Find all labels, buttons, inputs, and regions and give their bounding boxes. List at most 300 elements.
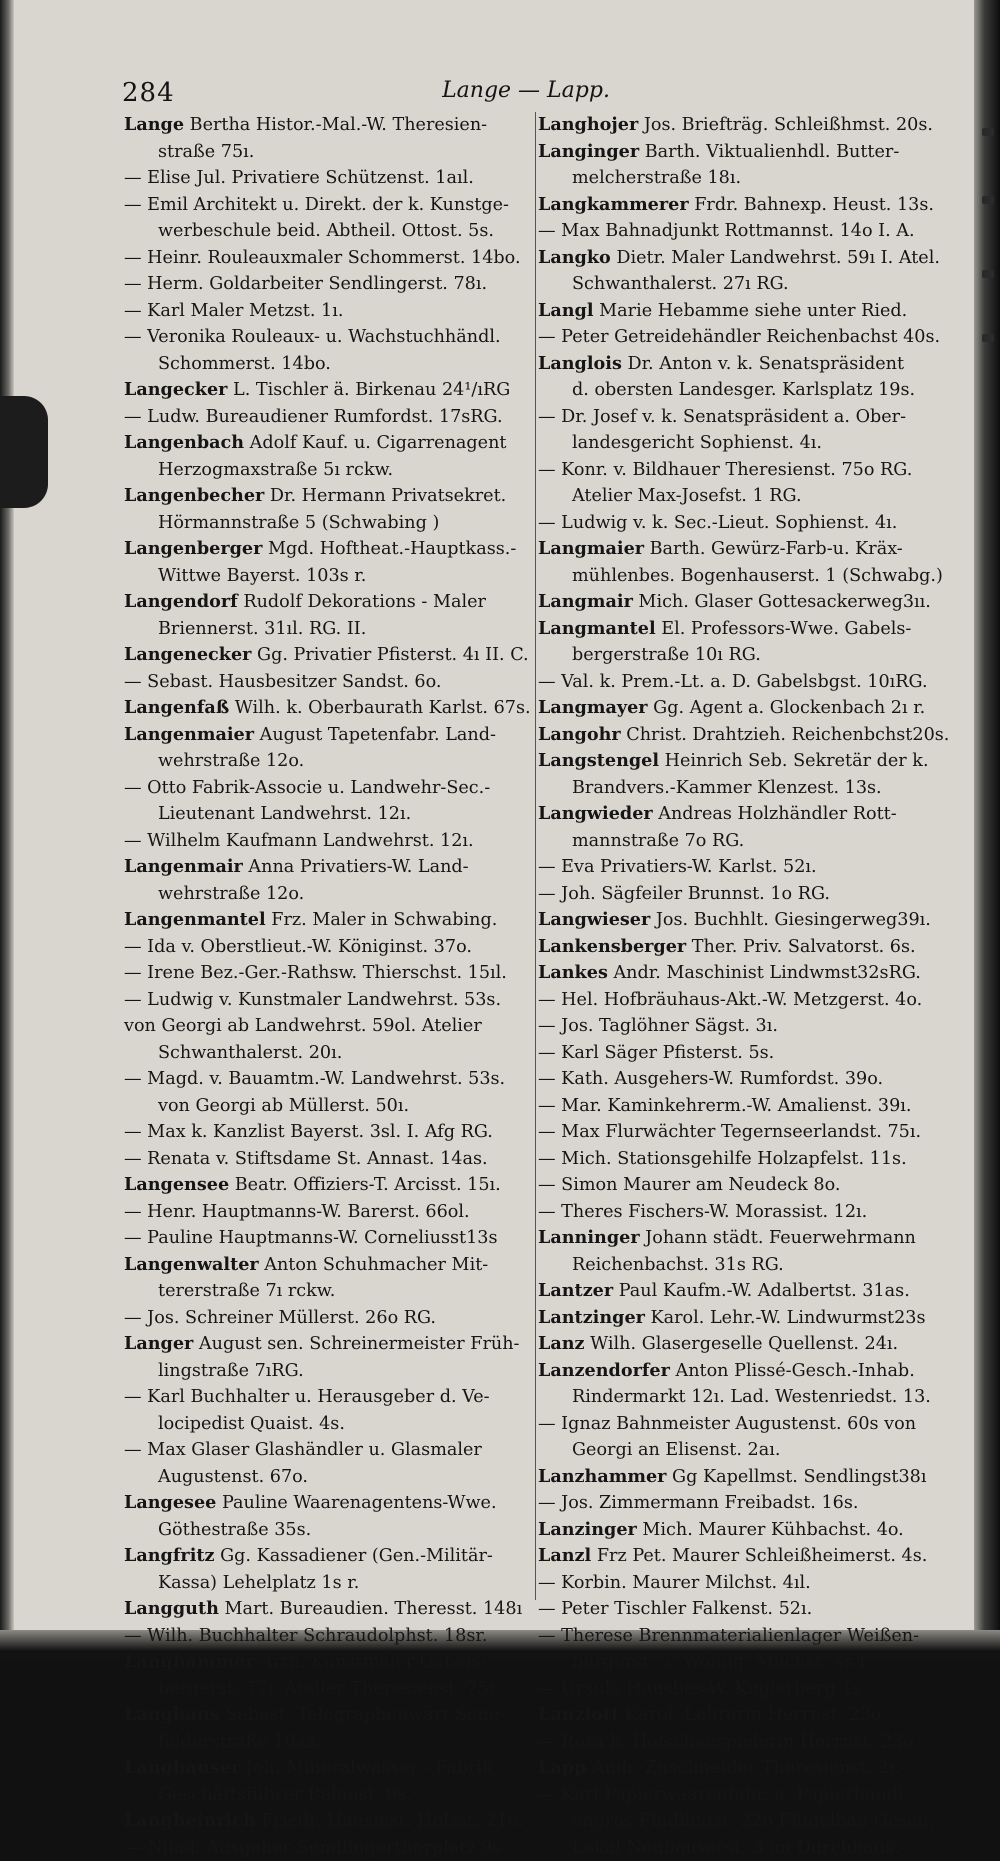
entry-text: Mich. Glaser Gottesackerweg3ıı.: [633, 592, 931, 612]
entry-surname: Langinger: [538, 141, 639, 162]
directory-entry-line: [124, 1835, 534, 1861]
entry-text: — Emil Architekt u. Direkt. der k. Kunstge-: [124, 195, 509, 215]
entry-text: von Georgi ab Müllerst. 50ı.: [158, 1096, 409, 1116]
entry-text: landesgericht Sophienst. 4ı.: [572, 433, 822, 453]
directory-entry-line: [124, 324, 534, 351]
directory-entry-line: [538, 1172, 930, 1199]
directory-entry-line: [124, 907, 534, 934]
entry-text: Mgd. Hoftheat.-Hauptkass.-: [262, 539, 516, 559]
directory-entry-line: [538, 324, 930, 351]
entry-text: — Peter Tischler Falkenst. 52ı.: [538, 1599, 812, 1619]
entry-text: — Irene Bez.-Ger.-Rathsw. Thierschst. 15ıl.: [124, 963, 507, 983]
entry-surname: Lapp: [538, 1757, 586, 1778]
entry-surname: Langohr: [538, 724, 621, 745]
directory-entry-line: [124, 748, 534, 775]
entry-text: Wittwe Bayerst. 103s r.: [158, 566, 366, 586]
directory-entry-line: [124, 881, 534, 908]
directory-entry-line: [538, 165, 930, 192]
entry-surname: Langguth: [124, 1598, 219, 1619]
entry-surname: Lanzhammer: [538, 1466, 666, 1487]
directory-entry-line: [538, 1331, 930, 1358]
directory-entry-line: [538, 1358, 930, 1385]
bleed-mark: [982, 128, 994, 136]
entry-text: Andr. Maschinist Lindwmst32sRG.: [608, 963, 921, 983]
entry-text: Frdr. Bahnexp. Heust. 13s.: [689, 195, 934, 215]
entry-text: Gg. Kassadiener (Gen.-Militär-: [215, 1546, 493, 1566]
entry-surname: Langmaier: [538, 538, 644, 559]
directory-entry-line: [124, 828, 534, 855]
page-edge-right: [974, 0, 1000, 1660]
entry-text: Göthestraße 35s.: [158, 1520, 311, 1540]
entry-text: Gg. Privatier Pfisterst. 4ı II. C.: [251, 645, 528, 665]
bleed-mark: [982, 334, 994, 342]
entry-text: Schwanthalerst. 27ı RG.: [572, 274, 789, 294]
entry-text: Gg. Agent a. Glockenbach 2ı r.: [648, 698, 926, 718]
entry-text: — Theres Fischers-W. Morassist. 12ı.: [538, 1202, 867, 1222]
entry-text: Dr. Anton v. k. Senatspräsident: [622, 354, 904, 374]
entry-text: — Henr. Hauptmanns-W. Barerst. 66ol.: [124, 1202, 470, 1222]
entry-text: locipedist Quaist. 4s.: [158, 1414, 345, 1434]
directory-entry-line: [124, 1093, 534, 1120]
entry-text: — Ida v. Oberstlieut.-W. Königinst. 37o.: [124, 937, 472, 957]
directory-entry-line: [124, 112, 534, 139]
entry-surname: Lanz: [538, 1333, 585, 1354]
directory-entry-line: [538, 881, 930, 908]
entry-surname: Lanzl: [538, 1545, 591, 1566]
entry-text: — Therese Brennmaterialienlager Weißen-: [538, 1626, 919, 1646]
entry-text: von Georgi ab Landwehrst. 59ol. Atelier: [124, 1016, 482, 1036]
entry-surname: Lange: [124, 114, 184, 135]
directory-entry-line: [538, 192, 930, 219]
directory-entry-line: [538, 483, 930, 510]
directory-entry-line: [124, 589, 534, 616]
entry-surname: Langstengel: [538, 750, 659, 771]
entry-text: August sen. Schreinermeister Früh-: [193, 1334, 519, 1354]
entry-text: felderstraße 10as.: [158, 1732, 321, 1752]
directory-entry-line: [538, 801, 930, 828]
directory-entry-line: [538, 1411, 930, 1438]
entry-surname: Lanzlott: [538, 1704, 619, 1725]
directory-entry-line: [538, 536, 930, 563]
directory-entry-line: [538, 351, 930, 378]
entry-text: — Joh. Sägfeiler Brunnst. 1o RG.: [538, 884, 830, 904]
entry-text: Ther. Priv. Salvatorst. 6s.: [686, 937, 915, 957]
directory-entry-line: [124, 1172, 534, 1199]
entry-surname: Lanzendorfer: [538, 1360, 670, 1381]
entry-text: Andreas Holzhändler Rott-: [653, 804, 897, 824]
directory-entry-line: [124, 1013, 534, 1040]
directory-entry-line: [124, 1384, 534, 1411]
entry-text: — Jos. Taglöhner Sägst. 3ı.: [538, 1016, 778, 1036]
directory-entry-line: [124, 457, 534, 484]
directory-entry-line: [538, 457, 930, 484]
entry-surname: Langendorf: [124, 591, 238, 612]
entry-surname: Langenmantel: [124, 909, 266, 930]
directory-entry-line: [538, 695, 930, 722]
directory-entry-line: [124, 430, 534, 457]
directory-entry-line: [538, 907, 930, 934]
entry-text: wehrstraße 12o.: [158, 884, 304, 904]
entry-text: — Magd. v. Bauamtm.-W. Landwehrst. 53s.: [124, 1069, 505, 1089]
directory-entry-line: [124, 563, 534, 590]
entry-surname: Langenbach: [124, 432, 244, 453]
entry-text: Geschäftsführer Balanst. 9s.: [158, 1785, 412, 1805]
directory-entry-line: [538, 271, 930, 298]
directory-entry-line: [124, 245, 534, 272]
directory-entry-line: [538, 1146, 930, 1173]
directory-entry-line: [124, 1066, 534, 1093]
entry-text: — Ludw. Bureaudiener Rumfordst. 17sRG.: [124, 407, 503, 427]
directory-entry-line: [124, 854, 534, 881]
entry-surname: Langenbecher: [124, 485, 264, 506]
directory-entry-line: [538, 987, 930, 1014]
entry-text: — Ludwig v. Kunstmaler Landwehrst. 53s.: [124, 990, 501, 1010]
entry-text: — Karl Papierwaarenfabr. u. Papierhandl.: [538, 1785, 909, 1805]
directory-entry-line: [538, 1782, 930, 1809]
directory-entry-line: [124, 1437, 534, 1464]
directory-entry-line: [124, 1676, 534, 1703]
directory-entry-line: [124, 616, 534, 643]
entry-text: Schommerst. 14bo.: [158, 354, 331, 374]
entry-text: Jos. Buchhlt. Giesingerweg39ı.: [650, 910, 931, 930]
entry-text: Frz Pet. Maurer Schleißheimerst. 4s.: [591, 1546, 927, 1566]
entry-text: Augustenst. 67o.: [158, 1467, 308, 1487]
entry-surname: Lantzer: [538, 1280, 613, 1301]
entry-text: — Simon Maurer am Neudeck 8o.: [538, 1175, 840, 1195]
directory-entry-line: [538, 563, 930, 590]
directory-entry-line: [124, 351, 534, 378]
entry-text: werbeschule beid. Abtheil. Ottost. 5s.: [158, 221, 494, 241]
entry-text: — Mich. Stationsgehilfe Holzapfelst. 11s.: [538, 1149, 907, 1169]
directory-entry-line: [124, 722, 534, 749]
directory-entry-line: [124, 1278, 534, 1305]
entry-text: — Veronika Rouleaux- u. Wachstuchhändl.: [124, 327, 501, 347]
entry-text: Mart. Bureaudien. Theresst. 148ı: [219, 1599, 522, 1619]
directory-entry-line: [124, 165, 534, 192]
directory-entry-line: [538, 1199, 930, 1226]
entry-surname: Lankes: [538, 962, 608, 983]
entry-text: Jos. Briefträg. Schleißhmst. 20s.: [638, 115, 933, 135]
entry-text: Arth. Kunstmaler Gabels-: [255, 1652, 487, 1672]
entry-text: — Nikol. Ausgeher Sendlingerthorplatz 9s.: [124, 1838, 507, 1858]
entry-text: — Dr. Josef v. k. Senatspräsident a. Ober-: [538, 407, 906, 427]
entry-text: Andr. Zuschneider Theresienst. 2ı.: [586, 1758, 900, 1778]
directory-entry-line: [124, 1252, 534, 1279]
page-number: 284: [122, 78, 175, 108]
directory-entry-line: [538, 112, 930, 139]
entry-surname: Langenberger: [124, 538, 262, 559]
bleed-mark: [982, 270, 994, 278]
entry-surname: Langmayer: [538, 697, 648, 718]
entry-text: Mich. Maurer Kühbachst. 4o.: [637, 1520, 904, 1540]
entry-text: — Sebast. Hausbesitzer Sandst. 6o.: [124, 672, 441, 692]
entry-surname: Langmantel: [538, 618, 656, 639]
entry-surname: Langhojer: [538, 114, 638, 135]
directory-entry-line: [124, 192, 534, 219]
entry-surname: Lankensberger: [538, 936, 686, 957]
entry-surname: Langhauser: [124, 1757, 240, 1778]
directory-entry-line: [124, 1225, 534, 1252]
directory-entry-line: [124, 1146, 534, 1173]
entry-text: L. Tischler ä. Birkenau 24¹/ıRG: [227, 380, 510, 400]
directory-entry-line: [538, 1702, 930, 1729]
directory-entry-line: [538, 1252, 930, 1279]
entry-surname: Langwieser: [538, 909, 650, 930]
directory-entry-line: [124, 1755, 534, 1782]
directory-entry-line: [538, 1596, 930, 1623]
directory-entry-line: [538, 1676, 930, 1703]
entry-text: — Wilh. Buchhalter Schraudolphst. 18sr.: [124, 1626, 487, 1646]
directory-entry-line: [538, 430, 930, 457]
directory-entry-line: [538, 377, 930, 404]
entry-text: Heinrich Seb. Sekretär der k.: [659, 751, 928, 771]
entry-text: Karol. Lehrerin Herrnst. 23o.: [619, 1705, 887, 1725]
directory-entry-line: [124, 1702, 534, 1729]
entry-surname: Langesee: [124, 1492, 216, 1513]
right-column: [538, 112, 930, 1861]
directory-entry-line: [124, 218, 534, 245]
entry-surname: Lanzinger: [538, 1519, 637, 1540]
directory-entry-line: [124, 987, 534, 1014]
entry-text: Wilh. k. Oberbaurath Karlst. 67s.: [229, 698, 530, 718]
entry-surname: Langwieder: [538, 803, 653, 824]
entry-text: wehrstraße 12o.: [158, 751, 304, 771]
entry-text: straße 75ı.: [158, 142, 254, 162]
directory-entry-line: [538, 1119, 930, 1146]
entry-surname: Langenwalter: [124, 1254, 259, 1275]
directory-entry-line: [538, 298, 930, 325]
entry-text: Anton Schuhmacher Mit-: [259, 1255, 489, 1275]
directory-entry-line: [124, 1782, 534, 1809]
entry-text: mühlenbes. Bogenhauserst. 1 (Schwabg.): [572, 566, 943, 586]
entry-text: — Rosa k. Hofschauspielerin Herrnst. 23o.: [538, 1732, 919, 1752]
running-head: Lange — Lapp.: [122, 78, 930, 103]
directory-entry-line: [124, 1464, 534, 1491]
entry-text: Adolf Kauf. u. Cigarrenagent: [244, 433, 506, 453]
directory-entry-line: [538, 1464, 930, 1491]
directory-entry-line: [124, 669, 534, 696]
entry-surname: Langenfaß: [124, 697, 229, 718]
entry-surname: Langlois: [538, 353, 622, 374]
directory-entry-line: [124, 801, 534, 828]
directory-entry-line: [538, 1649, 930, 1676]
entry-text: Atelier Max-Josefst. 1 RG.: [572, 486, 802, 506]
directory-entry-line: [124, 1649, 534, 1676]
directory-entry-line: [538, 404, 930, 431]
directory-entry-line: [538, 1093, 930, 1120]
directory-entry-line: [538, 1570, 930, 1597]
entry-surname: Langmair: [538, 591, 633, 612]
entry-text: August Tapetenfabr. Land-: [254, 725, 496, 745]
entry-text: Barth. Gewürz-Farb-u. Kräx-: [644, 539, 903, 559]
entry-text: — Max k. Kanzlist Bayerst. 3sl. I. Afg RG.: [124, 1122, 493, 1142]
entry-text: — Korbin. Maurer Milchst. 4ıl.: [538, 1573, 811, 1593]
entry-text: Barth. Viktualienhdl. Butter-: [639, 142, 899, 162]
directory-entry-line: [538, 828, 930, 855]
entry-text: — Eva Privatiers-W. Karlst. 52ı.: [538, 857, 817, 877]
directory-entry-line: [538, 1225, 930, 1252]
directory-entry-line: [538, 934, 930, 961]
entry-surname: Langecker: [124, 379, 227, 400]
directory-entry-line: [124, 510, 534, 537]
entry-text: Beatr. Offiziers-T. Arcisst. 15ı.: [229, 1175, 501, 1195]
directory-entry-line: [124, 298, 534, 325]
directory-entry-line: [124, 139, 534, 166]
binding-tab: [0, 396, 48, 508]
directory-entry-line: [538, 960, 930, 987]
entry-text: Herzogmaxstraße 5ı rckw.: [158, 460, 393, 480]
directory-entry-line: [124, 1411, 534, 1438]
directory-entry-line: [538, 1835, 930, 1861]
directory-entry-line: [124, 483, 534, 510]
entry-text: Anton Plissé-Gesch.-Inhab.: [670, 1361, 915, 1381]
directory-entry-line: [538, 1543, 930, 1570]
directory-entry-line: [538, 775, 930, 802]
entry-text: El. Professors-Wwe. Gabels-: [656, 619, 912, 639]
directory-entry-line: [538, 1623, 930, 1650]
directory-entry-line: [124, 1305, 534, 1332]
entry-text: engros Findlingst. 22o Flügelbau Gesch.-: [572, 1811, 940, 1831]
entry-text: — Konr. v. Bildhauer Theresienst. 75o RG.: [538, 460, 912, 480]
entry-text: bergerst. 77ı. Atelier Theresienst. 75ı.: [158, 1679, 500, 1699]
entry-surname: Lanninger: [538, 1227, 640, 1248]
entry-text: Dr. Hermann Privatsekret.: [264, 486, 506, 506]
entry-text: Hörmannstraße 5 (Schwabing ): [158, 513, 439, 533]
directory-entry-line: [538, 1066, 930, 1093]
directory-entry-line: [124, 1729, 534, 1756]
entry-text: Frz. Maler in Schwabing.: [266, 910, 498, 930]
directory-entry-line: [538, 616, 930, 643]
entry-text: Christ. Drahtzieh. Reichenbchst20s.: [621, 725, 950, 745]
entry-text: — Val. k. Prem.-Lt. a. D. Gabelsbgst. 10ıRG.: [538, 672, 928, 692]
directory-entry-line: [538, 1278, 930, 1305]
entry-text: Sebast. Telegraphenwärt Sene-: [220, 1705, 505, 1725]
entry-text: — Heinr. Rouleauxmaler Schommerst. 14bo.: [124, 248, 521, 268]
entry-text: Schwanthalerst. 20ı.: [158, 1043, 342, 1063]
directory-entry-line: [538, 1040, 930, 1067]
entry-text: Marie Hebamme siehe unter Ried.: [594, 301, 908, 321]
directory-entry-line: [124, 1490, 534, 1517]
entry-text: — Elise Jul. Privatiere Schützenst. 1aıl.: [124, 168, 474, 188]
entry-text: — Hel. Hofbräuhaus-Akt.-W. Metzgerst. 4o.: [538, 990, 922, 1010]
entry-text: Bertha Histor.-Mal.-W. Theresien-: [184, 115, 487, 135]
entry-text: d. obersten Landesger. Karlsplatz 19s.: [572, 380, 915, 400]
directory-entry-line: [124, 1119, 534, 1146]
entry-surname: Langenmaier: [124, 724, 254, 745]
entry-text: bergerstraße 10ı RG.: [572, 645, 761, 665]
entry-text: — Ursula Hausbes-W. Kuglerberg 1s.: [538, 1679, 867, 1699]
entry-text: Briennerst. 31ıl. RG. II.: [158, 619, 366, 639]
entry-text: Kassa) Lehelplatz 1s r.: [158, 1573, 359, 1593]
entry-text: — Max Flurwächter Tegernseerlandst. 75ı.: [538, 1122, 921, 1142]
directory-entry-line: [538, 1517, 930, 1544]
entry-text: lingstraße 7ıRG.: [158, 1361, 304, 1381]
entry-text: Friedr. Hausmst. Holzst. 21o.: [256, 1811, 524, 1831]
directory-entry-line: [124, 1331, 534, 1358]
directory-entry-line: [538, 722, 930, 749]
entry-text: — Karl Säger Pfisterst. 5s.: [538, 1043, 774, 1063]
entry-surname: Langheinrich: [124, 1810, 256, 1831]
directory-entry-line: [538, 510, 930, 537]
directory-entry-line: [538, 854, 930, 881]
directory-entry-line: [124, 1199, 534, 1226]
entry-text: — Jos. Zimmermann Freibadst. 16s.: [538, 1493, 858, 1513]
entry-text: — Kath. Ausgehers-W. Rumfordst. 39o.: [538, 1069, 883, 1089]
entry-text: — Renata v. Stiftsdame St. Annast. 14as.: [124, 1149, 488, 1169]
entry-text: Georgi an Elisenst. 2aı.: [572, 1440, 780, 1460]
entry-text: — Max Bahnadjunkt Rottmannst. 14o I. A.: [538, 221, 915, 241]
directory-entry-line: [124, 1543, 534, 1570]
directory-entry-line: [538, 589, 930, 616]
entry-text: — Ludwig v. k. Sec.-Lieut. Sophienst. 4ı.: [538, 513, 897, 533]
entry-text: — Pauline Hauptmanns-W. Corneliusst13s: [124, 1228, 498, 1248]
entry-text: — Jos. Schreiner Müllerst. 26o RG.: [124, 1308, 436, 1328]
entry-text: tererstraße 7ı rckw.: [158, 1281, 335, 1301]
directory-entry-line: [538, 1384, 930, 1411]
directory-entry-line: [124, 404, 534, 431]
entry-text: Rindermarkt 12ı. Lad. Westenriedst. 13.: [572, 1387, 931, 1407]
directory-entry-line: [124, 271, 534, 298]
directory-entry-line: [538, 669, 930, 696]
entry-text: Brandvers.-Kammer Klenzest. 13s.: [572, 778, 882, 798]
entry-text: — Otto Fabrik-Associe u. Landwehr-Sec.-: [124, 778, 490, 798]
entry-surname: Lantzinger: [538, 1307, 645, 1328]
directory-entry-line: [124, 1517, 534, 1544]
book-spine-shadow: [0, 0, 14, 1660]
directory-entry-line: [538, 1013, 930, 1040]
entry-text: Rudolf Dekorations - Maler: [238, 592, 486, 612]
entry-text: Johann städt. Feuerwehrmann: [640, 1228, 916, 1248]
entry-surname: Langhammer: [124, 1651, 255, 1672]
directory-entry-line: [538, 245, 930, 272]
entry-text: melcherstraße 18ı.: [572, 168, 741, 188]
directory-entry-line: [538, 1437, 930, 1464]
directory-entry-line: [124, 960, 534, 987]
entry-text: Paul Kaufm.-W. Adalbertst. 31as.: [613, 1281, 910, 1301]
entry-text: Wilh. Glasergeselle Quellenst. 24ı.: [585, 1334, 899, 1354]
entry-text: Lieutenant Landwehrst. 12ı.: [158, 804, 411, 824]
entry-surname: Langko: [538, 247, 611, 268]
entry-text: Gg Kapellmst. Sendlingst38ı: [666, 1467, 926, 1487]
directory-entry-line: [124, 642, 534, 669]
entry-text: — Peter Getreidehändler Reichenbachst 40s.: [538, 327, 940, 347]
entry-surname: Langenecker: [124, 644, 251, 665]
entry-text: — Mar. Kaminkehrerm.-W. Amalienst. 39ı.: [538, 1096, 911, 1116]
directory-entry-line: [124, 377, 534, 404]
entry-text: — Ignaz Bahnmeister Augustenst. 60s von: [538, 1414, 916, 1434]
entry-text: — Wilhelm Kaufmann Landwehrst. 12ı.: [124, 831, 474, 851]
bleed-mark: [982, 196, 994, 204]
directory-entry-line: [124, 775, 534, 802]
entry-surname: Langensee: [124, 1174, 229, 1195]
directory-entry-line: [538, 1808, 930, 1835]
entry-surname: Langkammerer: [538, 194, 689, 215]
entry-surname: Langl: [538, 300, 594, 321]
entry-text: — Max Glaser Glashändler u. Glasmaler: [124, 1440, 482, 1460]
directory-entry-line: [124, 1358, 534, 1385]
entry-text: Pauline Waarenagentens-Wwe.: [216, 1493, 496, 1513]
directory-entry-line: [538, 642, 930, 669]
entry-text: Dietr. Maler Landwehrst. 59ı I. Atel.: [611, 248, 940, 268]
entry-surname: Langer: [124, 1333, 193, 1354]
entry-text: — Herm. Goldarbeiter Sendlingerst. 78ı.: [124, 274, 487, 294]
entry-text: Anna Privatiers-W. Land-: [243, 857, 469, 877]
directory-entry-line: [124, 536, 534, 563]
column-divider: [535, 112, 536, 1600]
directory-entry-line: [538, 1729, 930, 1756]
entry-surname: Langfritz: [124, 1545, 215, 1566]
entry-text: burgerst. 5. Wohng. Milchst. 4s I.: [572, 1652, 871, 1672]
